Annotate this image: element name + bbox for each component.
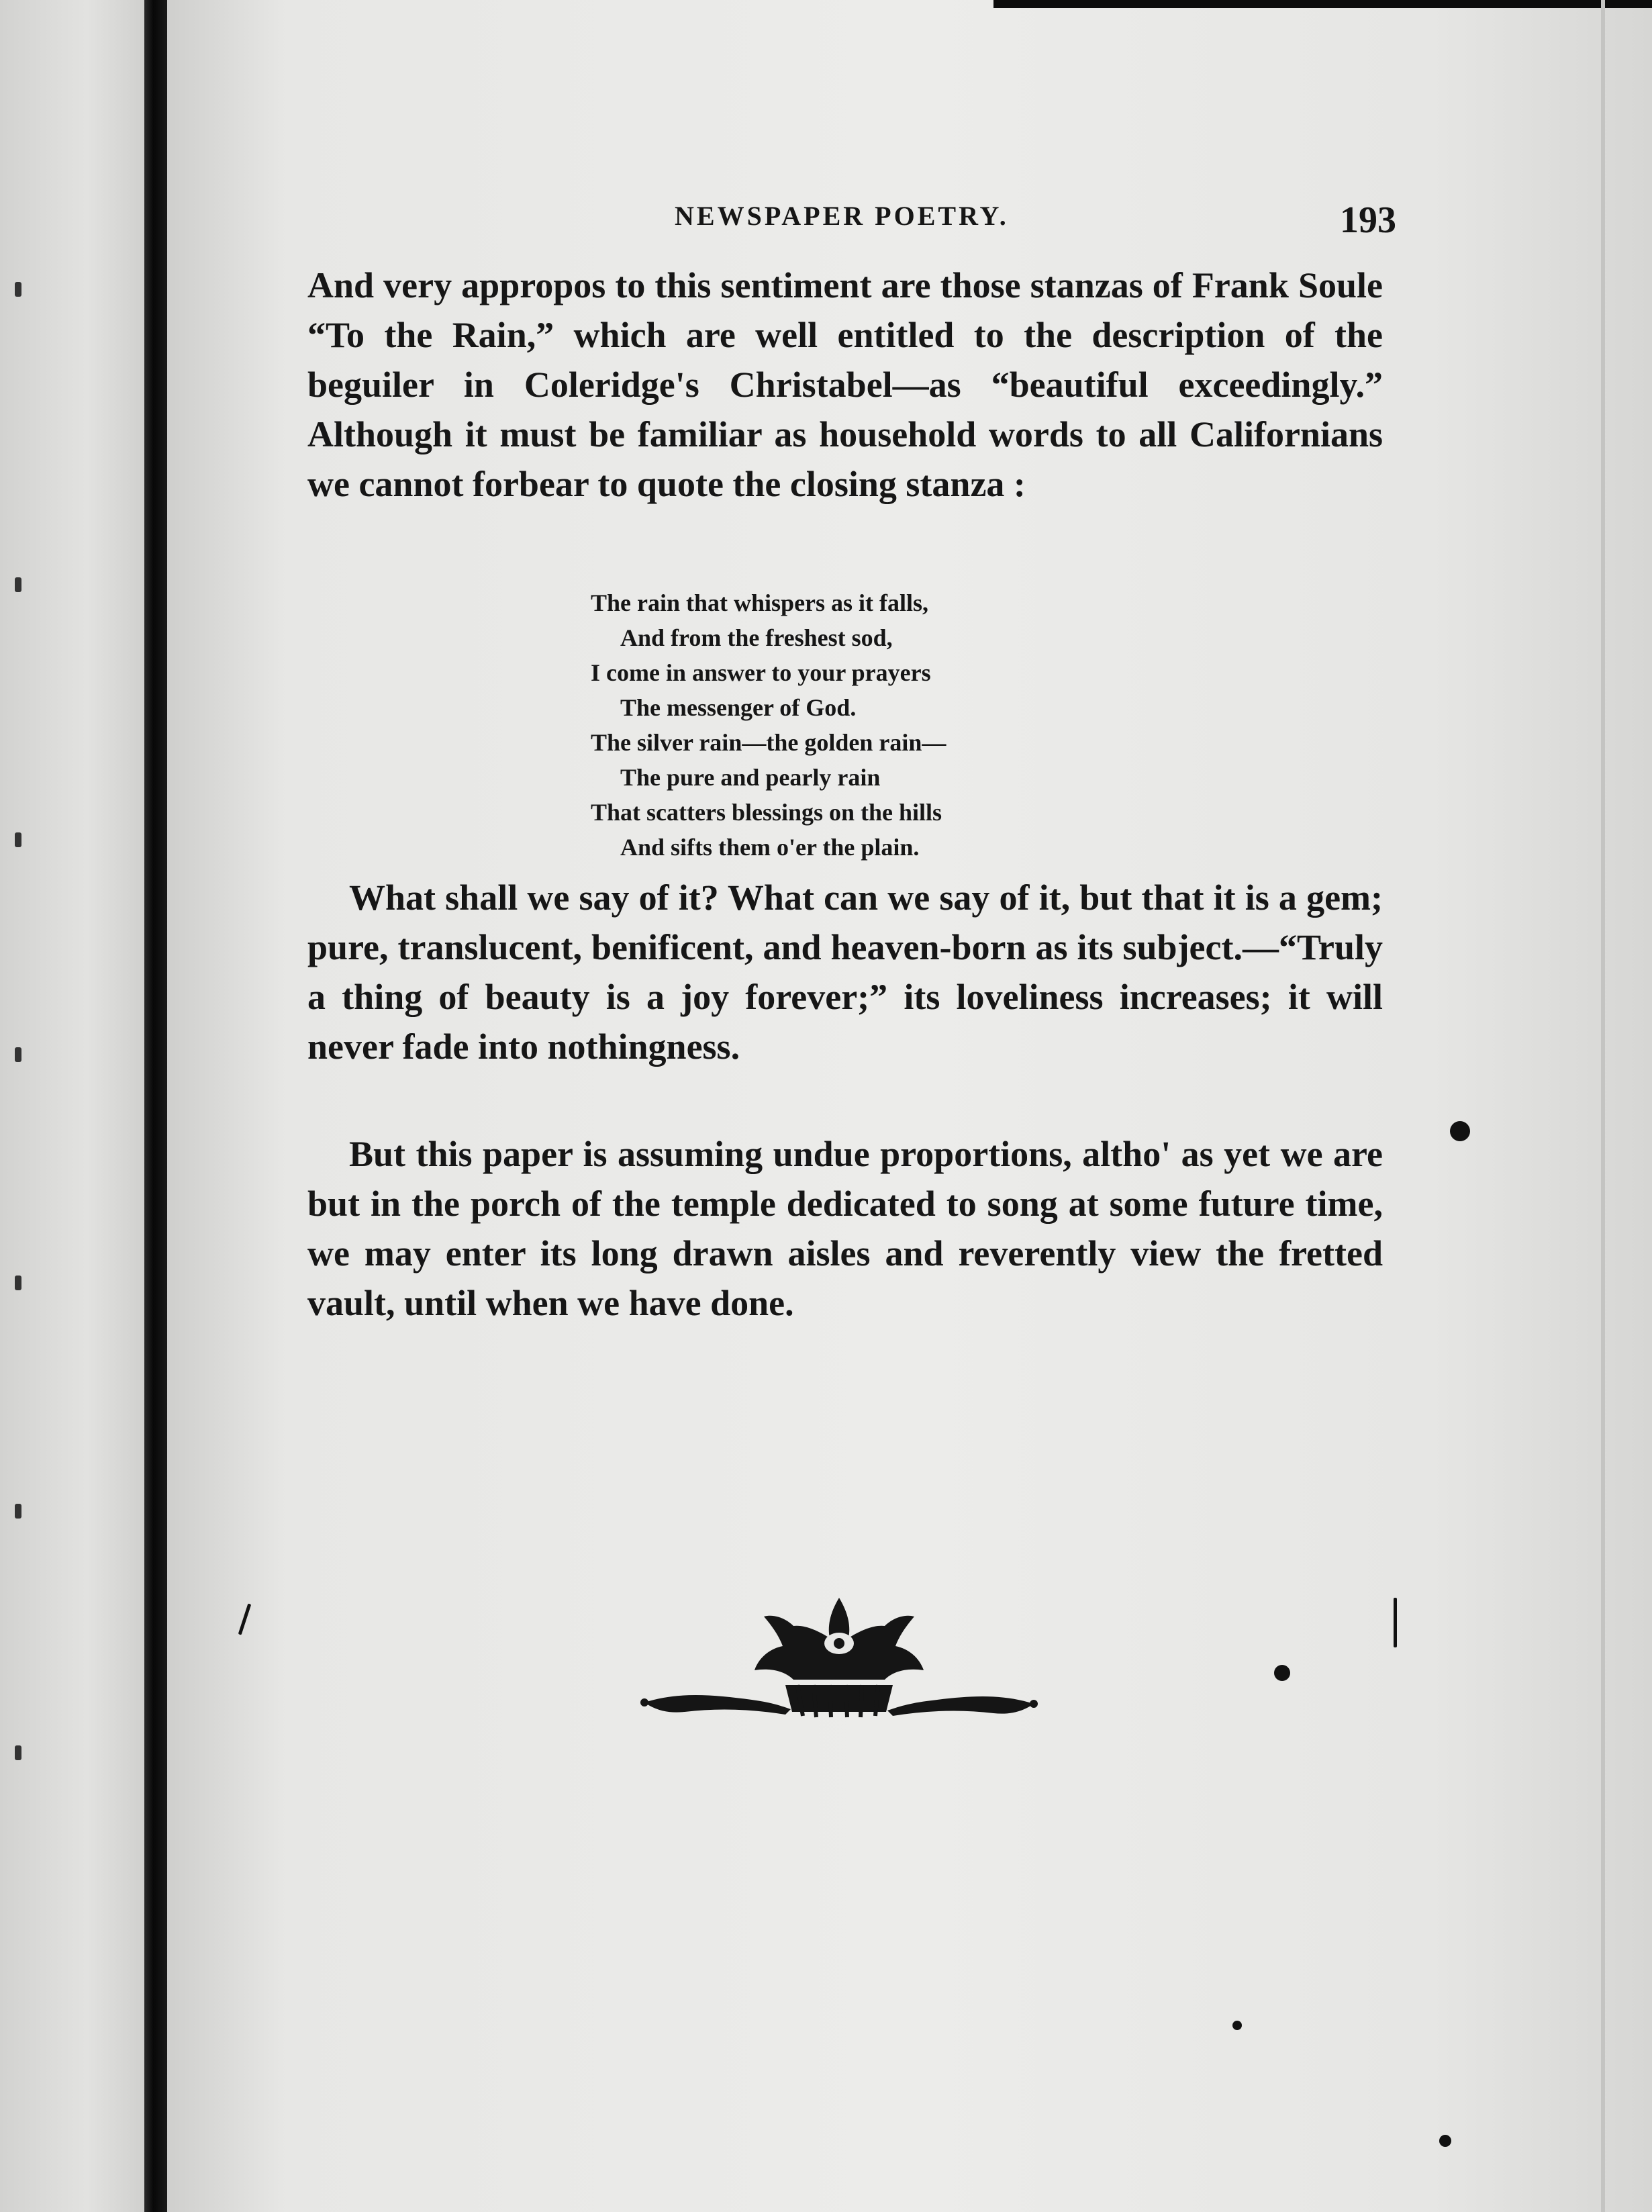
ink-speck <box>1232 2021 1242 2030</box>
book-gutter <box>144 0 167 2212</box>
edge-mark <box>15 1047 21 1062</box>
edge-mark <box>15 832 21 847</box>
edge-mark <box>15 282 21 297</box>
paragraph: What shall we say of it? What can we say of it, but that it is a gem; pure, translucent, benificent, and heaven-born as its subject.—“Truly a thing of beauty is a joy forever;” its loveliness increases; it will never fade into nothingness. <box>307 877 1383 1067</box>
ink-speck <box>1274 1665 1290 1681</box>
poem-line: The silver rain—the golden rain— <box>591 729 946 756</box>
poem-line: I come in answer to your prayers <box>591 659 931 686</box>
facing-page-edge <box>0 0 144 2212</box>
ink-speck <box>1450 1121 1470 1141</box>
poem-line: The pure and pearly rain <box>620 764 881 791</box>
eagle-tailpiece-icon <box>618 1584 1061 1732</box>
scan-border <box>993 0 1652 8</box>
paragraph: And very appropos to this sentiment are those stanzas of Frank Soule “To the Rain,” which are well entitled to the description of the beguiler in Coleridge's Christabel—as “beautiful exceedingly.” Although it must be familiar as household words to all Californians we cannot forbear to quote the closing stanza : <box>307 265 1383 504</box>
edge-mark <box>15 1745 21 1760</box>
ink-speck <box>1439 2135 1451 2147</box>
poem-line: That scatters blessings on the hills <box>591 799 942 826</box>
page-edge <box>1601 0 1605 2212</box>
running-title: NEWSPAPER POETRY. <box>675 201 1009 231</box>
poem-stanza <box>591 585 1114 865</box>
ink-mark <box>1394 1598 1397 1647</box>
edge-mark <box>15 1276 21 1290</box>
page-number: 193 <box>1340 199 1396 241</box>
edge-mark <box>15 1504 21 1519</box>
poem-line: The rain that whispers as it falls, <box>591 589 929 616</box>
poem-line: And from the freshest sod, <box>620 624 893 651</box>
poem-line: The messenger of God. <box>620 694 857 721</box>
poem-line: And sifts them o'er the plain. <box>620 834 920 861</box>
paragraph: But this paper is assuming undue proportions, altho' as yet we are but in the porch of the temple dedicated to song at some future time, we may enter its long drawn aisles and reverently view the fretted vault, until when we have done. <box>307 1134 1383 1323</box>
edge-mark <box>15 577 21 592</box>
